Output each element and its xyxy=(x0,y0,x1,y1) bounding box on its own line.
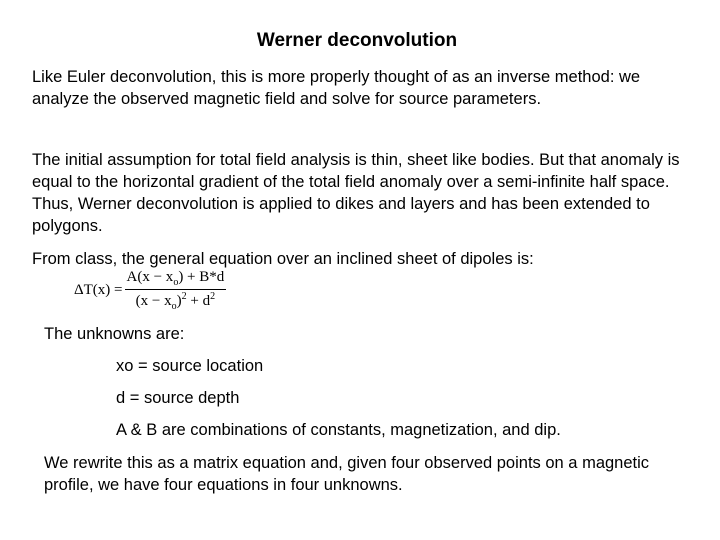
dipole-sheet-equation xyxy=(74,268,226,312)
unknown-item-d: d = source depth xyxy=(116,389,240,407)
unknown-item-ab: A & B are combinations of constants, magnetization, and dip. xyxy=(116,421,561,439)
from-class-paragraph: From class, the general equation over an inclined sheet of dipoles is: xyxy=(32,250,534,268)
equation-fraction xyxy=(125,269,227,312)
unknowns-label: The unknowns are: xyxy=(44,325,185,343)
equation-lhs: ΔT(x) = xyxy=(74,281,123,298)
equation-denominator: $(x - x_o)^2 + d^2$ xyxy=(135,290,216,312)
assumption-paragraph: The initial assumption for total field analysis is thin, sheet like bodies. But that anomaly is equal to the horizontal gradient of the total field anomaly over a semi-infinite half space. Thus, Werner deconvolution is applied to dikes and layers and has been extended to polygons. xyxy=(32,151,680,235)
equation-numerator: $A(x - x_o) + B*d$ xyxy=(126,268,225,288)
intro-paragraph: Like Euler deconvolution, this is more properly thought of as an inverse method: we analyze the observed magnetic field and solve for source parameters. xyxy=(32,68,641,108)
page-title: Werner deconvolution xyxy=(256,30,458,51)
rewrite-paragraph: We rewrite this as a matrix equation and, given four observed points on a magnetic profile, we have four equations in four unknowns. xyxy=(44,454,650,494)
unknown-item-xo: xo = source location xyxy=(116,357,264,375)
